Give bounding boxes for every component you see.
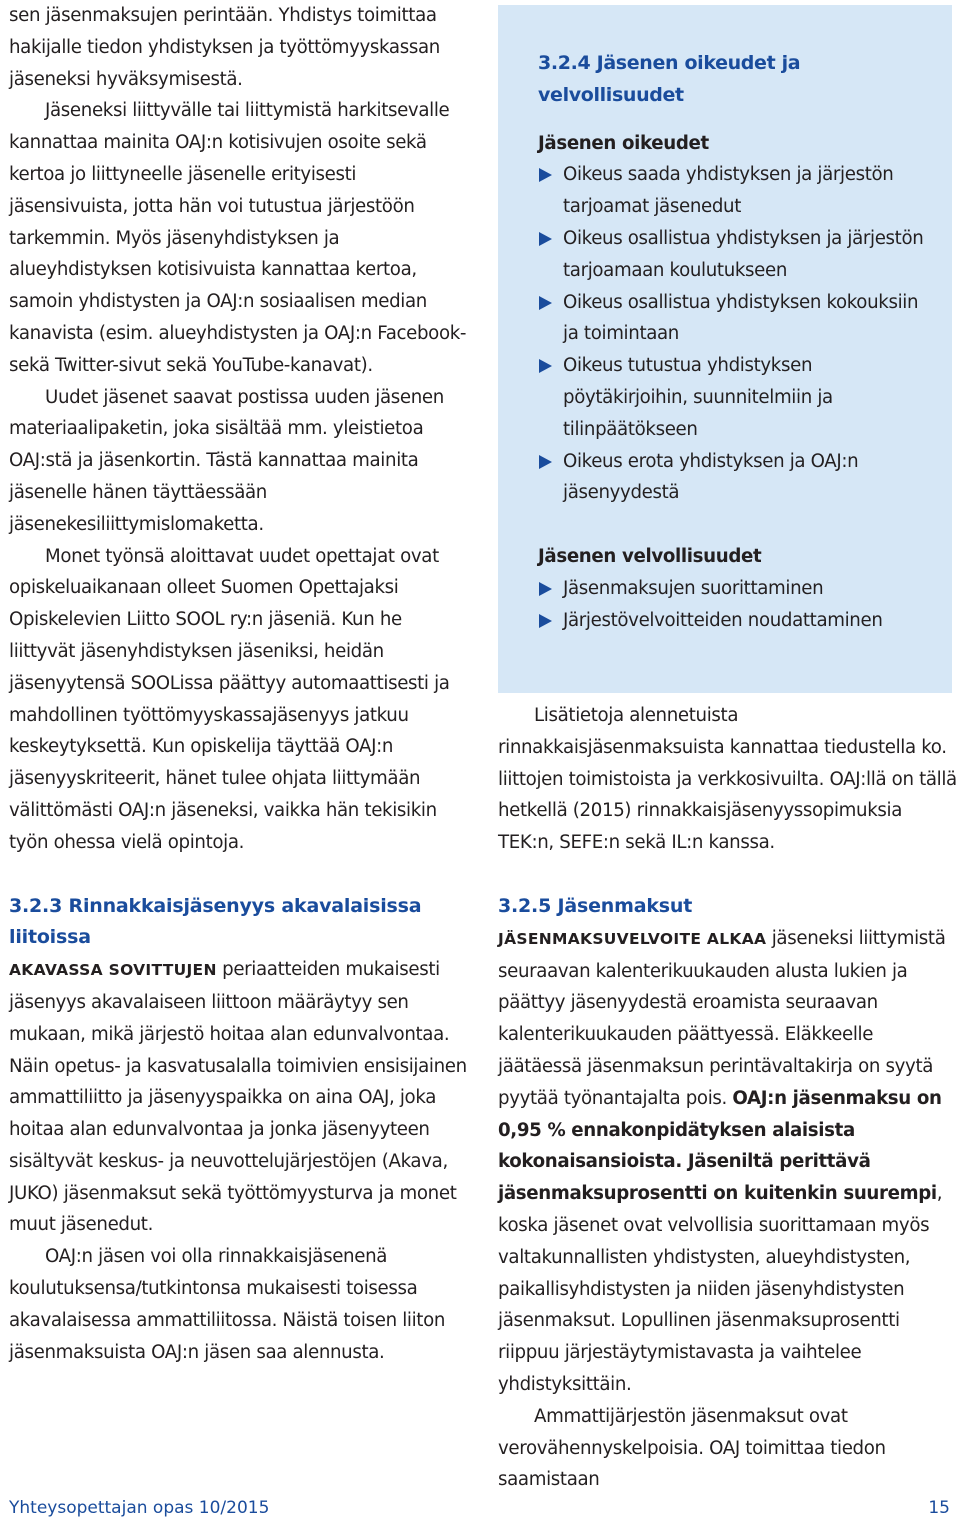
paragraph: Lisätietoja alennetuista rinnakkaisjäsenmaksuista kannattaa tiedustella ko. liittojen toimistoista ja verkkosivuilta. OAJ:llä on tällä hetkellä (2015) rinnakkaisjäsenyyssopimuksia TEK:n, SEFE:n sekä IL:n kanssa.: [498, 705, 957, 854]
lead-caps: JÄSENMAKSUVELVOITE ALKAA: [498, 929, 767, 948]
triangle-bullet-icon: [539, 359, 552, 373]
list-item-text: Oikeus tutustua yhdistyksen pöytäkirjoihin, suunnitelmiin ja tilinpäätökseen: [563, 355, 833, 440]
duties-heading: Jäsenen velvollisuudet: [538, 546, 762, 568]
rights-heading: Jäsenen oikeudet: [538, 132, 709, 154]
list-item-text: Järjestövelvoitteiden noudattaminen: [563, 609, 883, 631]
paragraph: Jäseneksi liittyvälle tai liittymistä harkitsevalle kannattaa mainita OAJ:n kotisivujen osoite sekä kertoa jo liittyneelle jäsenelle erityisesti jäsensivuista, jotta hän voi tutustua järjestöön tarkemmin. Myös jäsenyhdistyksen ja alueyhdistyksen kotisivuista kannattaa kertoa, samoin yhdistysten ja OAJ:n sosiaalisen median kanavista (esim. alueyhdistysten ja OAJ:n Facebook- sekä Twitter-sivut sekä YouTube-kanavat).: [9, 100, 467, 376]
list-item: [538, 287, 938, 351]
triangle-bullet-icon: [539, 168, 552, 182]
list-item: [538, 350, 938, 445]
list-item-text: Oikeus erota yhdistyksen ja OAJ:n jäsenyydestä: [563, 450, 859, 504]
section-heading-3-2-5: 3.2.5 Jäsenmaksut: [498, 894, 693, 917]
triangle-bullet-icon: [539, 455, 552, 469]
paragraph: [498, 923, 958, 1401]
lead-caps: AKAVASSA SOVITTUJEN: [9, 961, 217, 980]
page-number: 15: [928, 1498, 950, 1518]
bold-text: OAJ:n jäsenmaksu on 0,95 % ennakonpidätyksen alaisista kokonaisansioista. Jäseniltä perittävä jäsenmaksuprosentti on kuitenkin suurempi: [498, 1087, 942, 1205]
spacer: [9, 859, 467, 891]
right-column: [498, 700, 958, 1496]
rights-list: [538, 159, 938, 509]
paragraph: Monet työnsä aloittavat uudet opettajat ovat opiskeluaikanaan olleet Suomen Opettajaksi Opiskelevien Liitto SOOL ry:n jäseniä. Kun he liittyvät jäsenyhdistyksen jäseniksi, heidän jäsenyytensä SOOLissa päättyy automaattisesti ja mahdollinen työttömyyskassajäsenyys jatkuu keskeytyksettä. Kun opiskelija täyttää OAJ:n jäsenyyskriteerit, hänet tulee ohjata liittymään välittömästi OAJ:n jäseneksi, vaikka hän tekisikin työn ohessa vielä opintoja.: [9, 545, 450, 853]
paragraph-text: periaatteiden mukaisesti jäsenyys akavalaiseen liittoon määräytyy sen mukaan, mikä järjestö hoitaa alan edunvalvontaa. Näin opetus- ja kasvatusalalla toimivien ensisijainen ammattiliitto ja jäsenyyspaikka on aina OAJ, joka hoitaa alan edunvalvontaa ja jonka jäsenyyteen sisältyvät keskus- ja neuvottelujärjestöjen (Akava, JUKO) jäsenmaksut sekä työttömyysturva ja monet muut jäsenedut.: [9, 959, 467, 1236]
section-heading-3-2-3: 3.2.3 Rinnakkaisjäsenyys akavalaisissa liitoissa: [9, 894, 422, 949]
list-item: [538, 223, 938, 287]
triangle-bullet-icon: [539, 232, 552, 246]
list-item-text: Oikeus osallistua yhdistyksen kokouksiin ja toimintaan: [563, 291, 919, 345]
footer-publication: Yhteysopettajan opas 10/2015: [9, 1498, 270, 1518]
list-item: [538, 605, 938, 637]
list-item-text: Jäsenmaksujen suorittaminen: [563, 577, 824, 599]
triangle-bullet-icon: [539, 614, 552, 628]
list-item-text: Oikeus osallistua yhdistyksen ja järjestön tarjoamaan koulutukseen: [563, 227, 924, 281]
duties-list: [538, 573, 938, 637]
spacer: [538, 112, 938, 128]
paragraph-text: jäseneksi liittymistä seuraavan kalenterikuukauden alusta lukien ja päättyy jäsenyydestä eroamista seuraavan kalenterikuukauden päättyessä. Eläkkeelle jäätäessä jäsenmaksun perintävaltakirja on syytä pyytää työnantajalta pois.: [498, 927, 946, 1109]
list-item: [538, 573, 938, 605]
paragraph-text: , koska jäsenet ovat velvollisia suorittamaan myös valtakunnallisten yhdistysten, alueyhdistysten, paikallisyhdistysten ja niiden jäsenyhdistysten jäsenmaksut. Lopullinen jäsenmaksuprosentti riippuu järjestäytymistavasta ja vaihtelee yhdistyksittäin.: [498, 1183, 943, 1395]
spacer: [538, 509, 938, 541]
info-box: [498, 5, 952, 693]
paragraph: [9, 954, 467, 1241]
triangle-bullet-icon: [539, 582, 552, 596]
paragraph: OAJ:n jäsen voi olla rinnakkaisjäsenenä koulutuksensa/tutkintonsa mukaisesti toisessa akavalaisessa ammattiliitossa. Näistä toisen liiton jäsenmaksuista OAJ:n jäsen saa alennusta.: [9, 1246, 446, 1363]
paragraph: Ammattijärjestön jäsenmaksut ovat verovähennyskelpoisia. OAJ toimittaa tiedon saamistaan: [498, 1405, 886, 1491]
paragraph: sen jäsenmaksujen perintään. Yhdistys toimittaa hakijalle tiedon yhdistyksen ja työttömyyskassan jäseneksi hyväksymisestä.: [9, 5, 440, 90]
spacer: [498, 859, 958, 891]
paragraph: Uudet jäsenet saavat postissa uuden jäsenen materiaalipaketin, joka sisältää mm. yleistietoa OAJ:stä ja jäsenkortin. Tästä kannattaa mainita jäsenelle hänen täyttäessään jäsenekesiliittymislomaketta.: [9, 386, 444, 535]
info-box-content: [538, 48, 938, 637]
left-column: [9, 0, 467, 1368]
list-item: [538, 446, 938, 510]
box-title: 3.2.4 Jäsenen oikeudet ja velvollisuudet: [538, 52, 801, 106]
list-item-text: Oikeus saada yhdistyksen ja järjestön tarjoamat jäsenedut: [563, 164, 894, 218]
list-item: [538, 159, 938, 223]
triangle-bullet-icon: [539, 296, 552, 310]
